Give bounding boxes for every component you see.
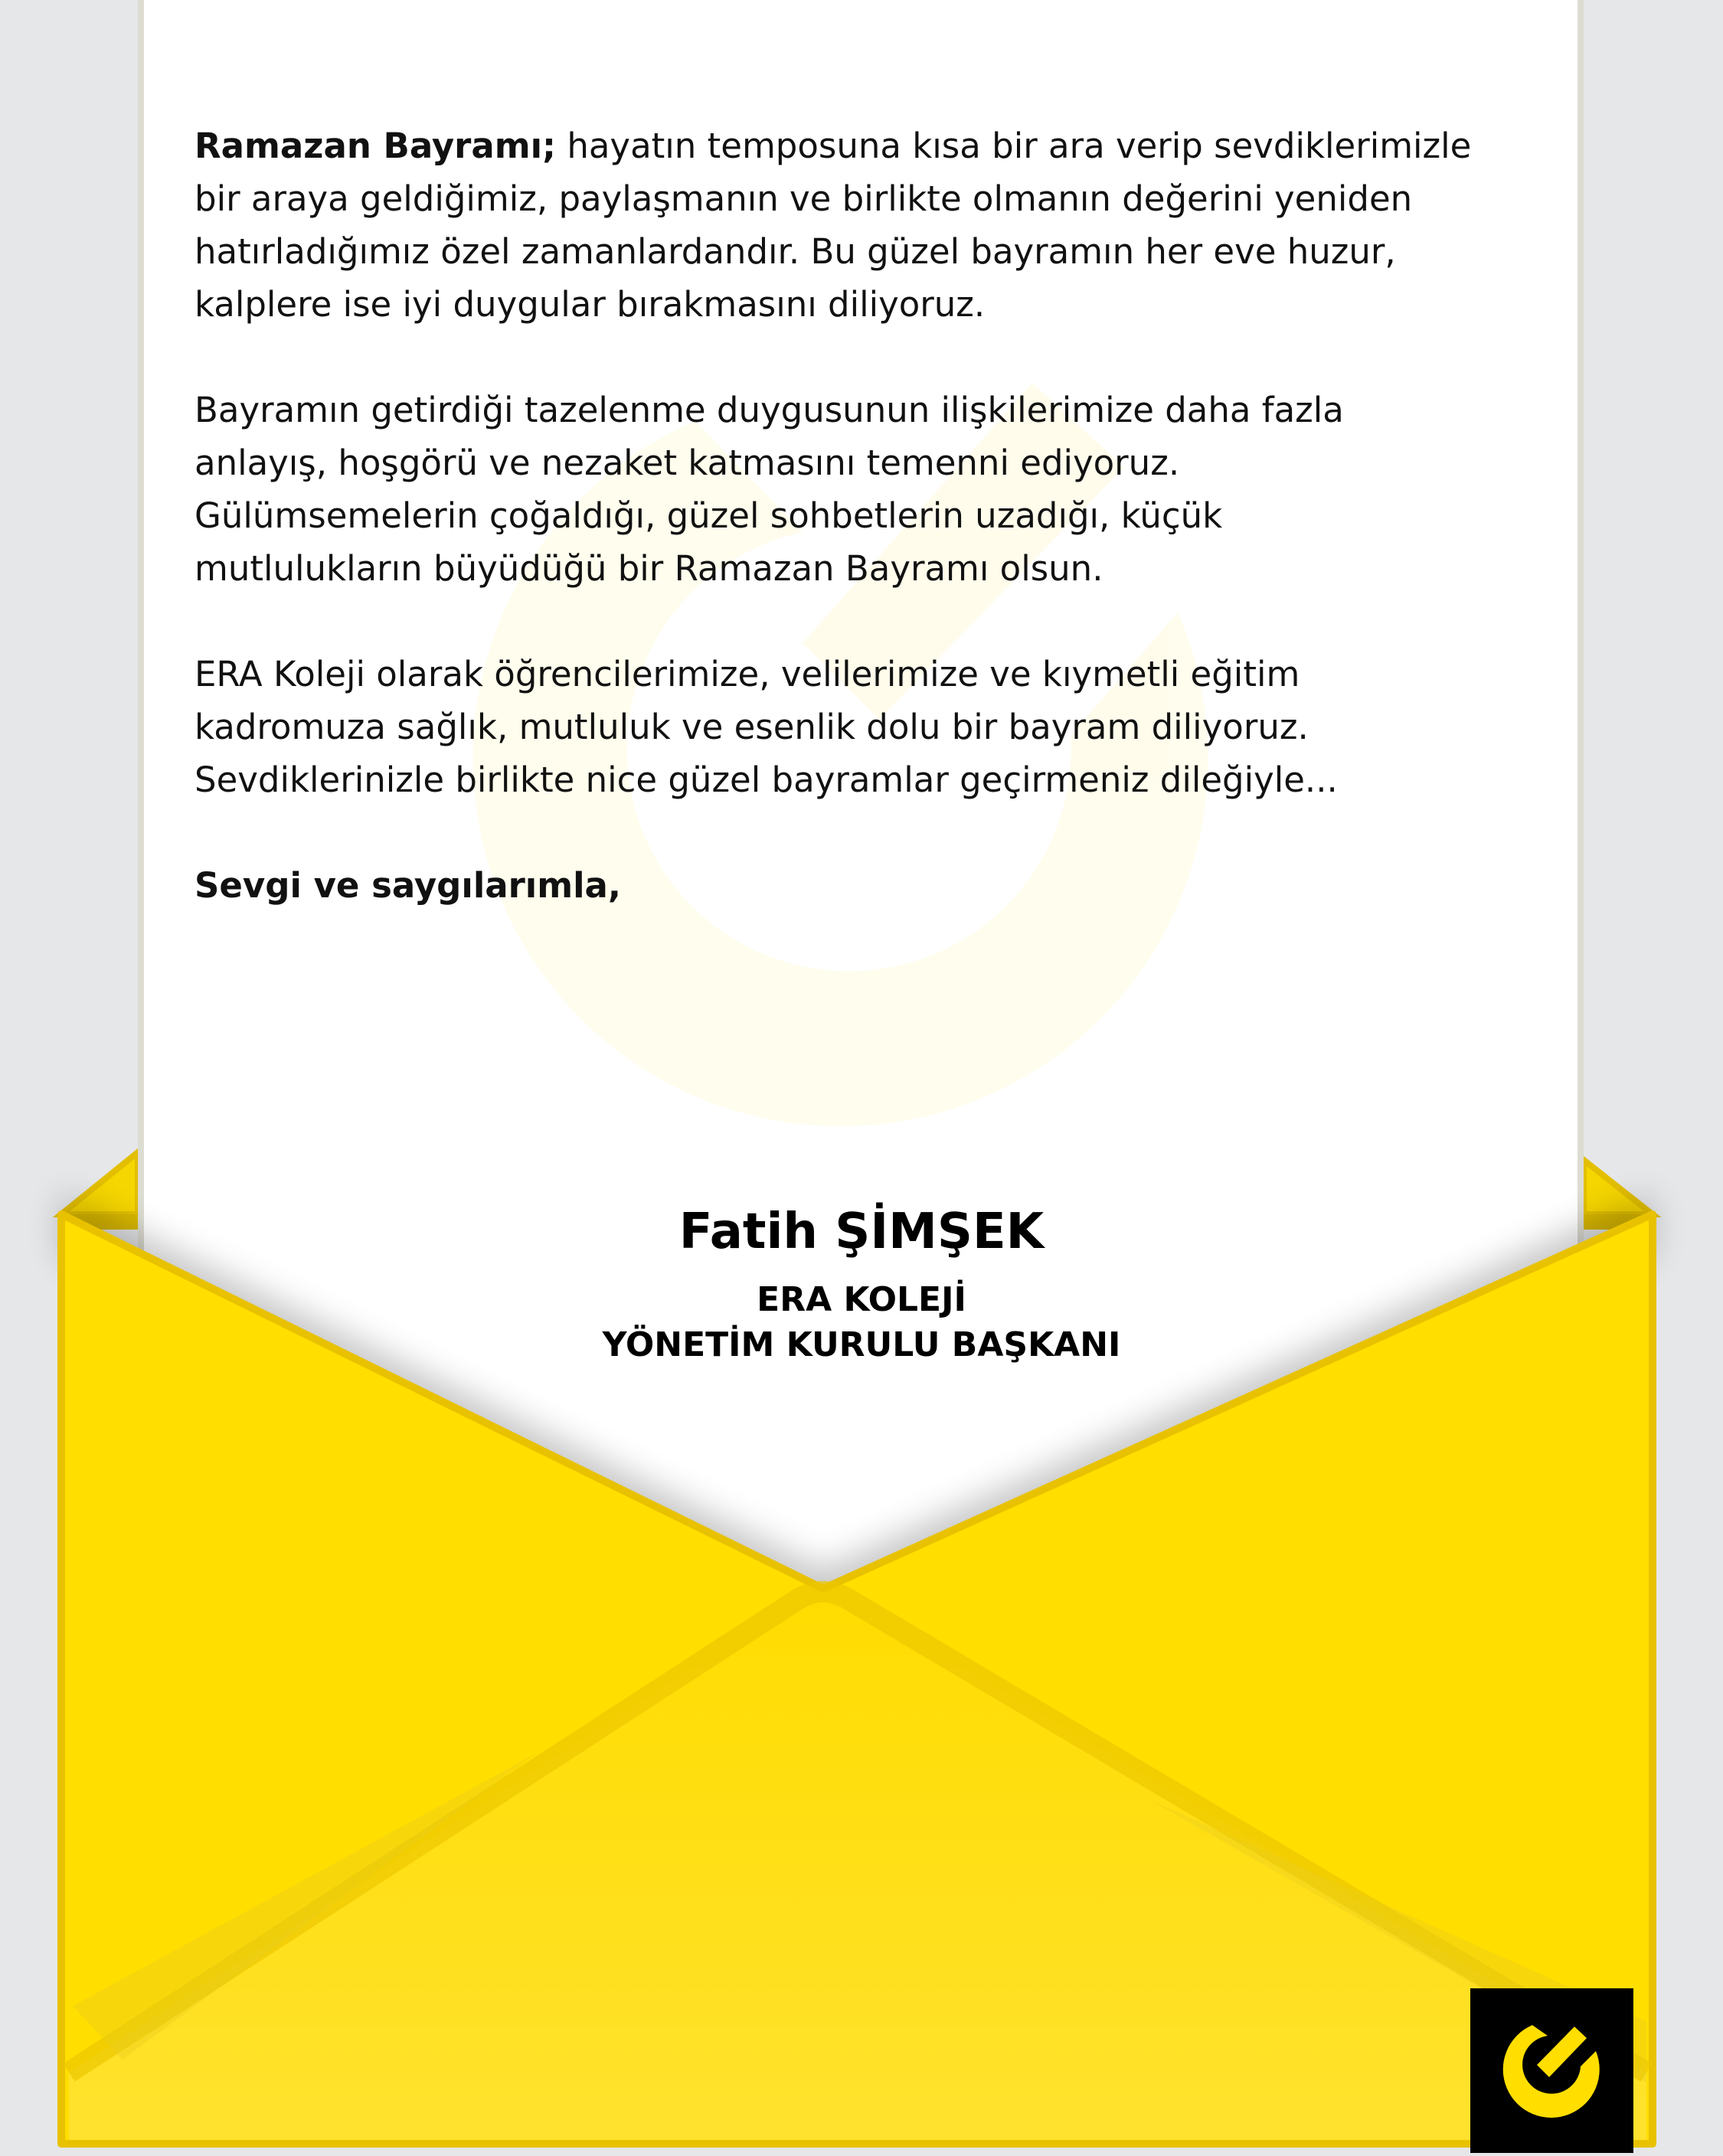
- line: anlayış, hoşgörü ve nezaket katmasını temenni ediyoruz.: [195, 443, 1180, 483]
- line: Bayramın getirdiği tazelenme duygusunun ilişkilerimize daha fazla: [195, 390, 1344, 430]
- signer-organization: ERA KOLEJİ: [757, 1280, 966, 1319]
- signer-title: YÖNETİM KURULU BAŞKANI: [602, 1325, 1121, 1364]
- closing: Sevgi ve saygılarımla,: [195, 865, 622, 906]
- line: ERA Koleji olarak öğrencilerimize, velilerimize ve kıymetli eğitim: [195, 654, 1300, 694]
- lead-bold: Ramazan Bayramı;: [195, 126, 557, 166]
- signer-name: Fatih ŞİMŞEK: [678, 1204, 1045, 1260]
- line: kalplere ise iyi duygular bırakmasını diliyoruz.: [195, 284, 986, 325]
- line-text: hayatın temposuna kısa bir ara verip sevdiklerimizle: [556, 126, 1472, 166]
- line: kadromuza sağlık, mutluluk ve esenlik dolu bir bayram diliyoruz.: [195, 707, 1309, 747]
- line: bir araya geldiğimiz, paylaşmanın ve birlikte olmanın değerini yeniden: [195, 178, 1413, 219]
- line: hatırladığımız özel zamanlardandır. Bu güzel bayramın her eve huzur,: [195, 231, 1396, 272]
- line: Sevdiklerinizle birlikte nice güzel bayramlar geçirmeniz dileğiyle...: [195, 760, 1338, 800]
- era-logo-icon: [1470, 1988, 1633, 2153]
- line: Gülümsemelerin çoğaldığı, güzel sohbetlerin uzadığı, küçük: [195, 495, 1223, 536]
- line: mutlulukların büyüdüğü bir Ramazan Bayramı olsun.: [195, 548, 1103, 589]
